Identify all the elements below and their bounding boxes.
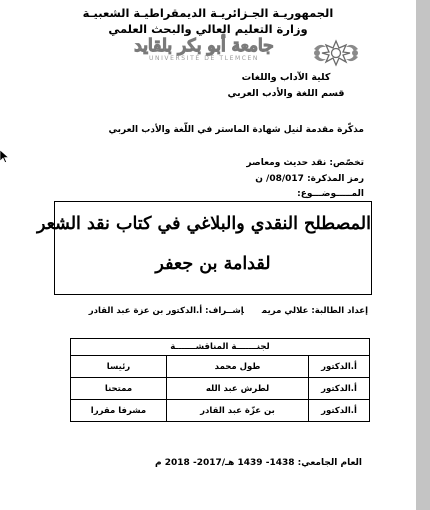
memo-statement: مذكّرة مقدمة لنيل شهادة الماستر في اللّغة والأدب العربي [108,125,364,135]
thesis-title-line1: المصطلح النقدي والبلاغي في كتاب نقد الشعر [37,214,371,234]
committee-title: لجنـــــــة المناقشـــــــة [71,339,369,356]
subject-label: المـــــوضـــوع: [297,189,364,199]
thesis-title-box [37,201,372,295]
member-rank: أ.الدكتور [321,383,357,394]
member-role: ممتحنا [71,378,167,399]
member-role: رئيسا [71,356,167,377]
table-row [71,356,369,377]
specialty-line: تخصّص: نقد حديث ومعاصر [246,158,364,168]
memo-code-line: رمز المذكرة: 08/017/ ن [255,174,364,184]
ministry-heading: وزارة التعليم العالي والبحث العلمي [108,22,308,36]
republic-heading: الجمهوريـة الجـزائريـة الديمقراطيـة الشعبيـة [82,6,334,20]
prepared-supervision-line [56,306,368,316]
university-emblem-icon [312,38,360,68]
viewer-scrollbar[interactable] [416,0,430,510]
supervised-by: إشــراف: أ.الدكتور بن عزة عبد القادر [88,306,244,316]
thesis-title-line2: لقدامة بن جعفر [155,254,271,274]
academic-year: العام الجامعي: 1438- 1439 هـ/2017- 2018 م [155,458,362,468]
mouse-cursor-icon [0,150,9,163]
member-rank: أ.الدكتور [321,405,357,416]
member-name: بن عزّة عبد القادر [167,400,309,421]
faculty-name: كلية الآداب واللغات [241,72,331,83]
committee-table [70,338,370,422]
table-row [71,399,369,421]
prepared-by: إعداد الطالبة: علالي مريم [261,306,368,316]
member-rank: أ.الدكتور [321,361,357,372]
member-role: مشرفا مقررا [71,400,167,421]
department-name: قسم اللغة والأدب العربي [227,88,345,99]
table-row [71,377,369,399]
university-name-logo: جامعة أبو بكر بلقايد [134,36,274,56]
member-name: طول محمد [167,356,309,377]
member-name: لطرش عبد الله [167,378,309,399]
university-latin-name: UNIVERSITÉ DE TLEMCEN [148,55,260,62]
